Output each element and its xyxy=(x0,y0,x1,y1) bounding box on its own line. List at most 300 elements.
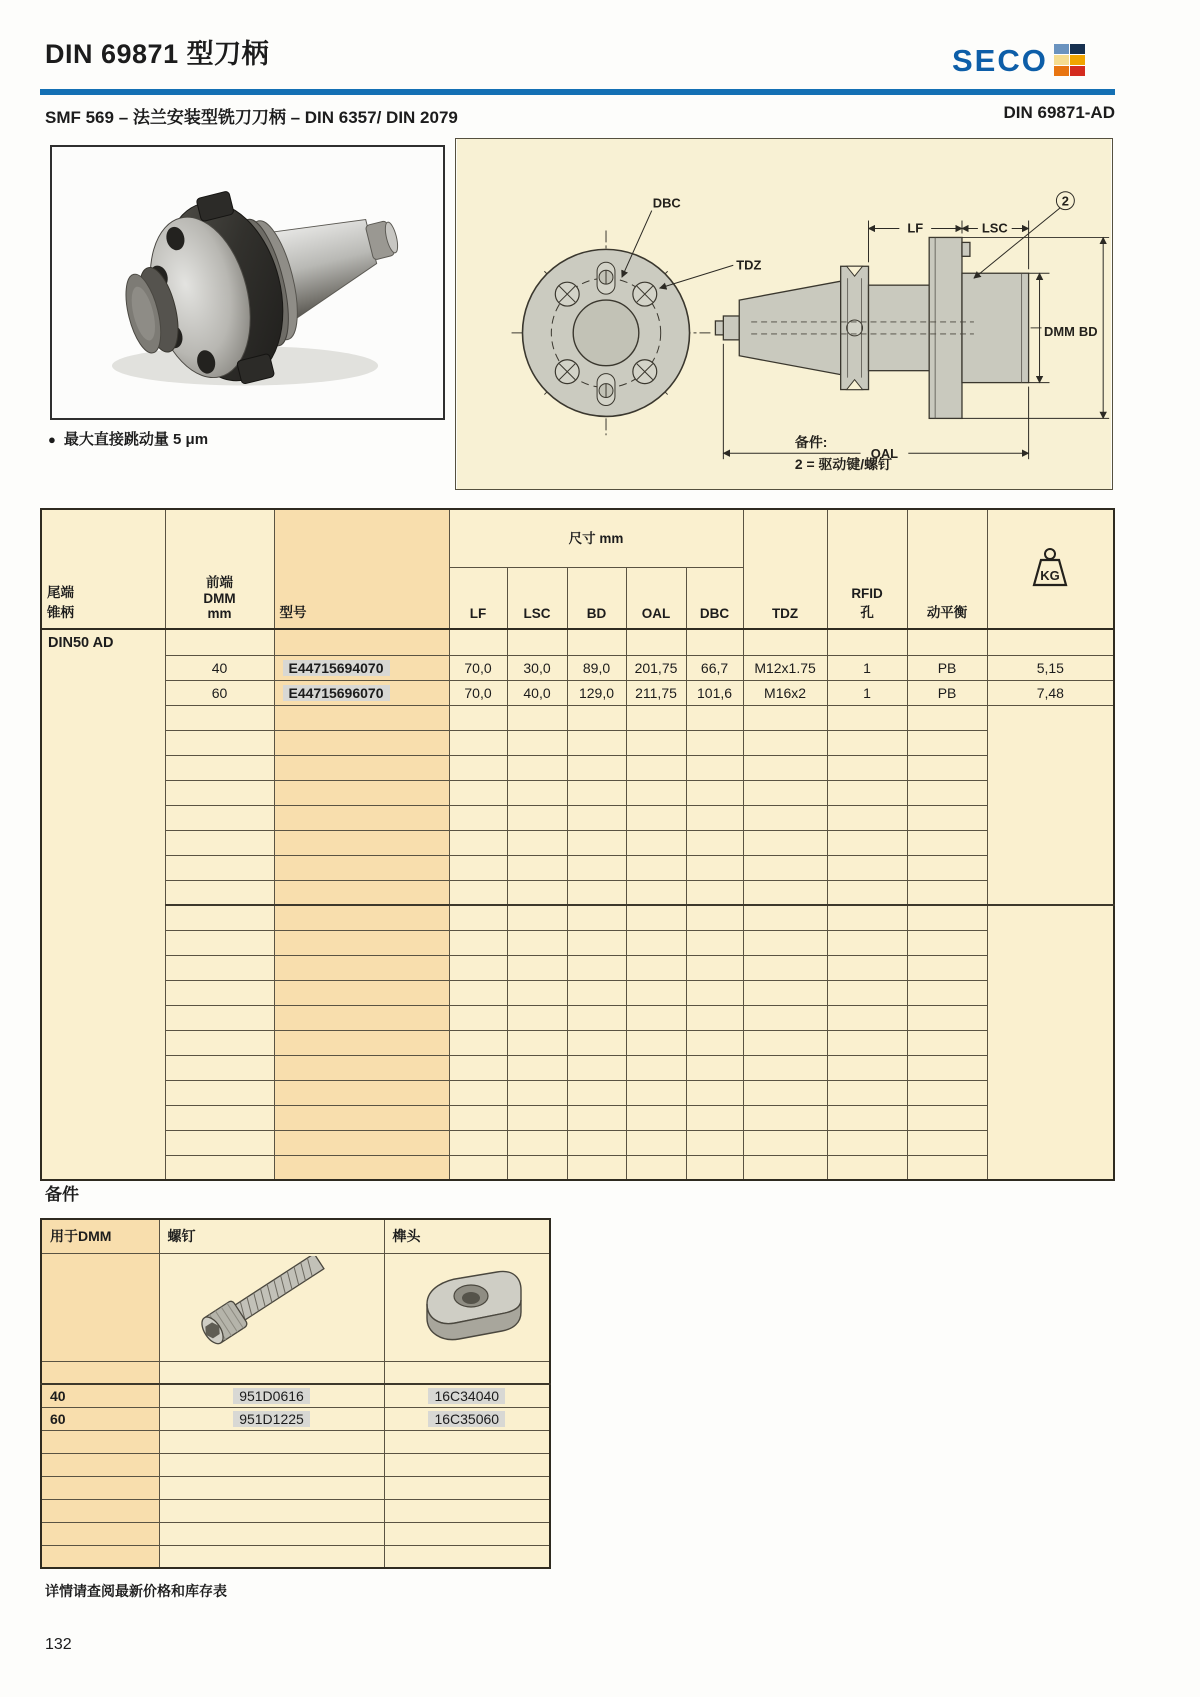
empty-cell xyxy=(274,780,449,805)
col-header-dbc: DBC xyxy=(686,567,743,629)
empty-row xyxy=(41,1130,1114,1155)
empty-cell xyxy=(686,755,743,780)
empty-row xyxy=(41,730,1114,755)
empty-cell xyxy=(507,880,567,905)
cell-kg: 5,15 xyxy=(987,655,1114,680)
acc-col-dmm: 用于DMM xyxy=(41,1219,159,1253)
empty-cell xyxy=(686,1130,743,1155)
cell-model xyxy=(274,680,449,705)
empty-cell xyxy=(686,730,743,755)
empty-cell xyxy=(827,980,907,1005)
empty-cell xyxy=(567,1055,626,1080)
lsc-label: LSC xyxy=(981,220,1008,236)
part-number: E44715694070 xyxy=(283,660,390,676)
empty-cell xyxy=(743,905,827,930)
empty-cell xyxy=(827,905,907,930)
empty-cell xyxy=(567,805,626,830)
empty-cell xyxy=(449,1005,507,1030)
cell-dmm: 40 xyxy=(41,1384,159,1407)
empty-cell xyxy=(686,629,743,655)
empty-cell xyxy=(907,830,987,855)
tdz-label: TDZ xyxy=(736,257,762,273)
empty-cell xyxy=(274,880,449,905)
callout-2-label: 2 xyxy=(1061,193,1069,209)
empty-cell xyxy=(507,905,567,930)
product-photo xyxy=(50,145,445,420)
empty-cell xyxy=(159,1453,384,1476)
logo-block xyxy=(1070,44,1085,54)
col-header-weight xyxy=(987,509,1114,629)
cell-balance: PB xyxy=(907,655,987,680)
logo-block xyxy=(1054,55,1069,65)
empty-row xyxy=(41,855,1114,880)
empty-cell xyxy=(507,1005,567,1030)
cell-rfid: 1 xyxy=(827,680,907,705)
empty-cell xyxy=(165,980,274,1005)
empty-cell xyxy=(743,1030,827,1055)
empty-cell xyxy=(626,1105,686,1130)
empty-cell xyxy=(827,730,907,755)
cell-tenon xyxy=(384,1407,550,1430)
empty-cell xyxy=(384,1545,550,1568)
empty-cell xyxy=(567,1130,626,1155)
empty-cell xyxy=(384,1522,550,1545)
empty-cell xyxy=(165,930,274,955)
empty-cell xyxy=(686,905,743,930)
empty-cell xyxy=(449,880,507,905)
empty-cell xyxy=(41,1361,159,1384)
empty-cell xyxy=(567,1155,626,1180)
empty-cell xyxy=(686,1030,743,1055)
empty-cell xyxy=(165,1155,274,1180)
empty-cell xyxy=(827,1005,907,1030)
logo-block xyxy=(1070,66,1085,76)
empty-cell xyxy=(165,830,274,855)
empty-row xyxy=(41,1055,1114,1080)
empty-cell xyxy=(907,629,987,655)
table-row xyxy=(41,655,1114,680)
bd-label: BD xyxy=(1078,323,1098,339)
empty-cell xyxy=(449,1055,507,1080)
empty-cell xyxy=(507,755,567,780)
seco-logo-text: SECO xyxy=(952,42,1048,78)
cell-bd: 89,0 xyxy=(567,655,626,680)
weight-kg-icon xyxy=(1027,547,1073,589)
empty-cell xyxy=(827,805,907,830)
empty-cell xyxy=(449,805,507,830)
empty-cell xyxy=(626,755,686,780)
empty-cell xyxy=(743,855,827,880)
empty-cell xyxy=(567,755,626,780)
cell-model xyxy=(274,655,449,680)
empty-cell xyxy=(165,1055,274,1080)
seco-logo-blocks-icon xyxy=(1054,44,1085,76)
col-header-tail: 尾端 锥柄 xyxy=(41,509,165,629)
empty-row xyxy=(41,1155,1114,1180)
empty-cell xyxy=(743,629,827,655)
spacer-row xyxy=(41,1361,550,1384)
empty-cell xyxy=(827,629,907,655)
empty-cell xyxy=(907,955,987,980)
accessories-table xyxy=(40,1218,551,1569)
empty-cell xyxy=(274,905,449,930)
empty-cell xyxy=(274,755,449,780)
price-stock-note: 详情请查阅最新价格和库存表 xyxy=(45,1583,227,1599)
empty-cell xyxy=(567,780,626,805)
cell-oal: 211,75 xyxy=(626,680,686,705)
empty-cell xyxy=(274,730,449,755)
empty-cell xyxy=(165,1130,274,1155)
empty-row xyxy=(41,1005,1114,1030)
cell-dmm: 60 xyxy=(41,1407,159,1430)
dimension-table xyxy=(40,508,1115,1181)
empty-cell xyxy=(827,1130,907,1155)
empty-cell xyxy=(274,805,449,830)
empty-cell xyxy=(449,955,507,980)
screw-icon xyxy=(172,1256,372,1356)
empty-cell xyxy=(907,705,987,730)
empty-cell xyxy=(686,980,743,1005)
empty-cell xyxy=(907,855,987,880)
empty-cell xyxy=(907,1030,987,1055)
empty-cell xyxy=(507,930,567,955)
empty-cell xyxy=(274,830,449,855)
empty-cell xyxy=(626,930,686,955)
empty-cell xyxy=(449,629,507,655)
empty-cell xyxy=(907,905,987,930)
empty-cell xyxy=(507,1055,567,1080)
empty-cell xyxy=(907,1055,987,1080)
empty-cell xyxy=(743,880,827,905)
empty-cell xyxy=(743,780,827,805)
part-number: 951D1225 xyxy=(233,1411,310,1427)
cell-rfid: 1 xyxy=(827,655,907,680)
empty-cell xyxy=(907,1005,987,1030)
empty-cell xyxy=(686,805,743,830)
empty-cell xyxy=(274,980,449,1005)
empty-cell xyxy=(449,1080,507,1105)
empty-row xyxy=(41,955,1114,980)
col-header-rfid: RFID 孔 xyxy=(827,509,907,629)
empty-cell xyxy=(743,805,827,830)
toolholder-photo-illustration xyxy=(52,147,443,418)
header-rule xyxy=(40,89,1115,95)
cell-lf: 70,0 xyxy=(449,655,507,680)
bullet-icon: ● xyxy=(48,432,56,447)
empty-cell xyxy=(626,1130,686,1155)
tenon-icon xyxy=(397,1256,537,1356)
empty-cell xyxy=(686,1005,743,1030)
empty-row xyxy=(41,1476,550,1499)
empty-cell xyxy=(41,1522,159,1545)
empty-cell xyxy=(165,755,274,780)
empty-cell xyxy=(165,705,274,730)
cell-screw xyxy=(159,1407,384,1430)
empty-cell xyxy=(165,629,274,655)
empty-cell xyxy=(567,1005,626,1030)
separator-row xyxy=(41,880,1114,905)
empty-cell xyxy=(626,780,686,805)
table-row xyxy=(41,1384,550,1407)
empty-cell xyxy=(743,705,827,730)
empty-cell xyxy=(686,1055,743,1080)
empty-cell xyxy=(507,855,567,880)
series-subtitle: SMF 569 – 法兰安装型铣刀刀柄 – DIN 6357/ DIN 2079 xyxy=(45,108,458,127)
cell-tdz: M16x2 xyxy=(743,680,827,705)
empty-row xyxy=(41,980,1114,1005)
empty-cell xyxy=(743,980,827,1005)
cell-kg: 7,48 xyxy=(987,680,1114,705)
empty-cell xyxy=(567,1080,626,1105)
empty-cell xyxy=(626,1155,686,1180)
empty-cell xyxy=(165,780,274,805)
empty-cell xyxy=(743,1055,827,1080)
empty-cell xyxy=(41,1253,159,1361)
lf-label: LF xyxy=(907,220,924,236)
cell-lf: 70,0 xyxy=(449,680,507,705)
feature-bullet xyxy=(48,428,208,449)
empty-cell xyxy=(384,1453,550,1476)
empty-cell xyxy=(686,1155,743,1180)
empty-cell xyxy=(907,1155,987,1180)
empty-cell xyxy=(165,1005,274,1030)
empty-cell xyxy=(274,1105,449,1130)
empty-cell xyxy=(274,1030,449,1055)
empty-cell xyxy=(567,955,626,980)
empty-row xyxy=(41,1453,550,1476)
empty-cell xyxy=(567,980,626,1005)
empty-row xyxy=(41,1030,1114,1055)
cell-tdz: M12x1.75 xyxy=(743,655,827,680)
empty-cell xyxy=(626,980,686,1005)
empty-cell xyxy=(567,1105,626,1130)
empty-cell xyxy=(626,1055,686,1080)
empty-cell xyxy=(449,855,507,880)
empty-cell xyxy=(384,1361,550,1384)
empty-cell xyxy=(827,1080,907,1105)
technical-drawing xyxy=(455,138,1113,490)
col-header-model: 型号 xyxy=(274,509,449,629)
cell-lsc: 40,0 xyxy=(507,680,567,705)
empty-row xyxy=(41,830,1114,855)
empty-cell xyxy=(626,855,686,880)
empty-cell xyxy=(159,1361,384,1384)
empty-cell xyxy=(567,880,626,905)
empty-cell xyxy=(907,1080,987,1105)
empty-cell xyxy=(907,780,987,805)
empty-cell xyxy=(626,880,686,905)
empty-cell xyxy=(567,905,626,930)
empty-cell xyxy=(743,1155,827,1180)
empty-cell xyxy=(626,905,686,930)
empty-row xyxy=(41,705,1114,730)
cell-oal: 201,75 xyxy=(626,655,686,680)
col-header-front-dmm: 前端 DMM mm xyxy=(165,509,274,629)
empty-cell xyxy=(743,1105,827,1130)
empty-cell xyxy=(743,755,827,780)
oal-label: OAL xyxy=(870,446,899,462)
empty-cell xyxy=(41,1545,159,1568)
empty-cell xyxy=(567,705,626,730)
empty-cell xyxy=(507,1080,567,1105)
empty-row xyxy=(41,1080,1114,1105)
empty-cell xyxy=(165,1080,274,1105)
empty-cell xyxy=(165,730,274,755)
table-row xyxy=(41,1407,550,1430)
empty-cell xyxy=(274,1155,449,1180)
empty-cell xyxy=(686,1105,743,1130)
empty-cell xyxy=(274,930,449,955)
col-header-tdz: TDZ xyxy=(743,509,827,629)
empty-cell xyxy=(567,1030,626,1055)
empty-cell xyxy=(626,830,686,855)
empty-cell xyxy=(449,705,507,730)
col-header-bd: BD xyxy=(567,567,626,629)
empty-cell xyxy=(165,955,274,980)
empty-cell xyxy=(827,880,907,905)
empty-cell xyxy=(626,730,686,755)
empty-cell xyxy=(827,1030,907,1055)
feature-text: 最大直接跳动量 5 μm xyxy=(63,431,209,448)
cell-screw xyxy=(159,1384,384,1407)
table-row xyxy=(41,680,1114,705)
empty-cell xyxy=(507,705,567,730)
empty-cell xyxy=(507,830,567,855)
empty-cell xyxy=(907,805,987,830)
empty-cell xyxy=(274,855,449,880)
empty-cell xyxy=(827,830,907,855)
empty-cell xyxy=(626,805,686,830)
empty-cell xyxy=(743,955,827,980)
empty-row xyxy=(41,1105,1114,1130)
empty-cell xyxy=(159,1430,384,1453)
empty-cell xyxy=(507,1155,567,1180)
empty-cell xyxy=(449,1030,507,1055)
empty-cell xyxy=(827,1155,907,1180)
empty-cell xyxy=(686,1080,743,1105)
empty-cell xyxy=(743,1005,827,1030)
empty-cell xyxy=(165,1105,274,1130)
dbc-label: DBC xyxy=(652,195,681,211)
empty-cell xyxy=(907,755,987,780)
empty-cell xyxy=(827,955,907,980)
seco-logo xyxy=(952,44,1085,76)
dimension-drawing xyxy=(456,139,1112,489)
page-title: DIN 69871 型刀柄 xyxy=(45,39,270,69)
empty-cell xyxy=(449,730,507,755)
empty-cell xyxy=(743,930,827,955)
empty-cell xyxy=(567,830,626,855)
screw-illustration xyxy=(159,1253,384,1361)
empty-cell xyxy=(41,1453,159,1476)
empty-cell xyxy=(449,830,507,855)
empty-cell xyxy=(165,855,274,880)
logo-block xyxy=(1054,66,1069,76)
empty-cell xyxy=(686,780,743,805)
cell-tenon xyxy=(384,1384,550,1407)
part-number: 951D0616 xyxy=(233,1388,310,1404)
part-number: 16C34040 xyxy=(428,1388,505,1404)
empty-cell xyxy=(41,1430,159,1453)
empty-cell xyxy=(274,705,449,730)
empty-cell xyxy=(384,1499,550,1522)
empty-cell xyxy=(827,780,907,805)
empty-cell xyxy=(159,1522,384,1545)
empty-cell xyxy=(827,705,907,730)
empty-row xyxy=(41,930,1114,955)
empty-cell xyxy=(743,730,827,755)
col-header-lf: LF xyxy=(449,567,507,629)
empty-cell xyxy=(507,955,567,980)
empty-row xyxy=(41,805,1114,830)
empty-cell xyxy=(507,980,567,1005)
empty-cell xyxy=(626,705,686,730)
empty-row xyxy=(41,1545,550,1568)
empty-cell xyxy=(567,629,626,655)
empty-cell xyxy=(384,1476,550,1499)
empty-cell xyxy=(686,880,743,905)
tenon-illustration xyxy=(384,1253,550,1361)
empty-cell xyxy=(827,1055,907,1080)
cell-dbc: 101,6 xyxy=(686,680,743,705)
empty-cell xyxy=(449,1155,507,1180)
empty-cell xyxy=(449,980,507,1005)
empty-cell xyxy=(165,880,274,905)
accessories-header-row xyxy=(41,1219,550,1253)
logo-block xyxy=(1070,55,1085,65)
empty-cell xyxy=(449,1105,507,1130)
empty-cell xyxy=(907,980,987,1005)
empty-cell xyxy=(159,1476,384,1499)
empty-cell xyxy=(449,755,507,780)
empty-row xyxy=(41,1499,550,1522)
group-label-cell: DIN50 AD xyxy=(41,629,165,1180)
empty-cell xyxy=(449,780,507,805)
empty-cell xyxy=(274,629,449,655)
standard-code: DIN 69871-AD xyxy=(1003,103,1115,122)
empty-cell xyxy=(907,730,987,755)
col-header-dims-group: 尺寸 mm xyxy=(449,509,743,567)
logo-block xyxy=(1054,44,1069,54)
empty-cell xyxy=(165,905,274,930)
empty-row xyxy=(41,780,1114,805)
empty-cell xyxy=(567,730,626,755)
empty-cell xyxy=(626,1080,686,1105)
empty-cell xyxy=(907,1130,987,1155)
empty-cell xyxy=(907,1105,987,1130)
empty-cell xyxy=(274,1055,449,1080)
empty-cell xyxy=(41,1476,159,1499)
empty-row xyxy=(41,1522,550,1545)
empty-cell xyxy=(449,1130,507,1155)
cell-lsc: 30,0 xyxy=(507,655,567,680)
page-number: 132 xyxy=(45,1636,72,1653)
empty-cell xyxy=(743,1130,827,1155)
empty-cell xyxy=(743,1080,827,1105)
accessories-heading: 备件 xyxy=(45,1185,79,1204)
acc-col-tenon: 榫头 xyxy=(384,1219,550,1253)
empty-cell xyxy=(567,855,626,880)
empty-cell xyxy=(626,1030,686,1055)
col-header-balance: 动平衡 xyxy=(907,509,987,629)
empty-cell xyxy=(907,880,987,905)
empty-cell xyxy=(449,905,507,930)
empty-cell xyxy=(686,955,743,980)
empty-cell xyxy=(165,1030,274,1055)
empty-row xyxy=(41,755,1114,780)
col-header-lsc: LSC xyxy=(507,567,567,629)
empty-cell xyxy=(686,855,743,880)
